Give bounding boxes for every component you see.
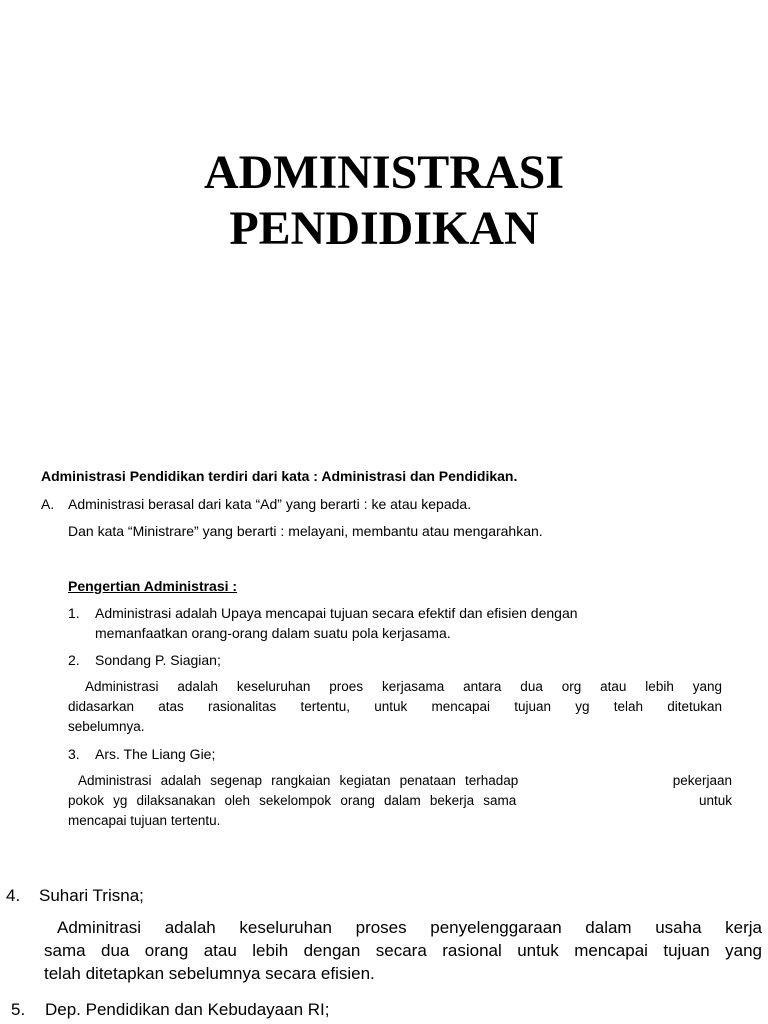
item-3-definition-line-3: mencapai tujuan tertentu.	[68, 813, 221, 828]
item-4-definition-line-1: Adminitrasi adalah keseluruhan proses penyelenggaraan dalam usaha kerja	[57, 918, 762, 937]
item-5-number: 5.	[11, 1000, 26, 1019]
item-3-source: Ars. The Liang Gie;	[95, 746, 216, 762]
item-3-definition	[68, 771, 732, 831]
item-1-number: 1.	[68, 605, 80, 621]
item-5-source: Dep. Pendidikan dan Kebudayaan RI;	[45, 1000, 330, 1019]
title-line-1: ADMINISTRASI	[203, 146, 565, 199]
pengertian-heading: Pengertian Administrasi :	[68, 578, 238, 594]
item-2-definition-line-1: Administrasi adalah keseluruhan proes kerjasama antara dua org atau lebih yang	[85, 679, 722, 694]
item-2-definition	[68, 677, 722, 737]
section-a-line-2: Dan kata “Ministrare” yang berarti : melayani, membantu atau mengarahkan.	[68, 523, 543, 539]
item-4-source: Suhari Trisna;	[39, 886, 144, 905]
item-4-definition-line-2: sama dua orang atau lebih dengan secara rasional untuk mencapai tujuan yang	[44, 941, 762, 960]
intro-heading: Administrasi Pendidikan terdiri dari kata : Administrasi dan Pendidikan.	[41, 468, 518, 484]
section-a-label: A.	[41, 496, 55, 512]
item-1-text-line-1: Administrasi adalah Upaya mencapai tujuan secara efektif dan efisien dengan	[95, 605, 578, 621]
item-3-number: 3.	[68, 746, 80, 762]
item-4-definition	[44, 916, 762, 985]
item-3-definition-line-1: Administrasi adalah segenap rangkaian kegiatan penataan terhadap pekerjaan	[78, 773, 732, 788]
item-2-definition-line-3: sebelumnya.	[68, 719, 145, 734]
item-2-source: Sondang P. Siagian;	[95, 652, 221, 668]
item-1-text-line-2: memanfaatkan orang-orang dalam suatu pola kerjasama.	[95, 625, 451, 641]
item-4-definition-line-3: telah ditetapkan sebelumnya secara efisien.	[44, 964, 375, 983]
item-3-definition-line-2: pokok yg dilaksanakan oleh sekelompok orang dalam bekerja sama untuk	[68, 793, 732, 808]
section-a-line-1: Administrasi berasal dari kata “Ad” yang berarti : ke atau kepada.	[68, 496, 472, 512]
title-line-2: PENDIDIKAN	[229, 202, 539, 255]
item-2-number: 2.	[68, 652, 80, 668]
item-4-number: 4.	[6, 886, 21, 905]
item-2-definition-line-2: didasarkan atas rasionalitas tertentu, untuk mencapai tujuan yg telah ditetukan	[68, 699, 722, 714]
page-title	[0, 145, 768, 257]
